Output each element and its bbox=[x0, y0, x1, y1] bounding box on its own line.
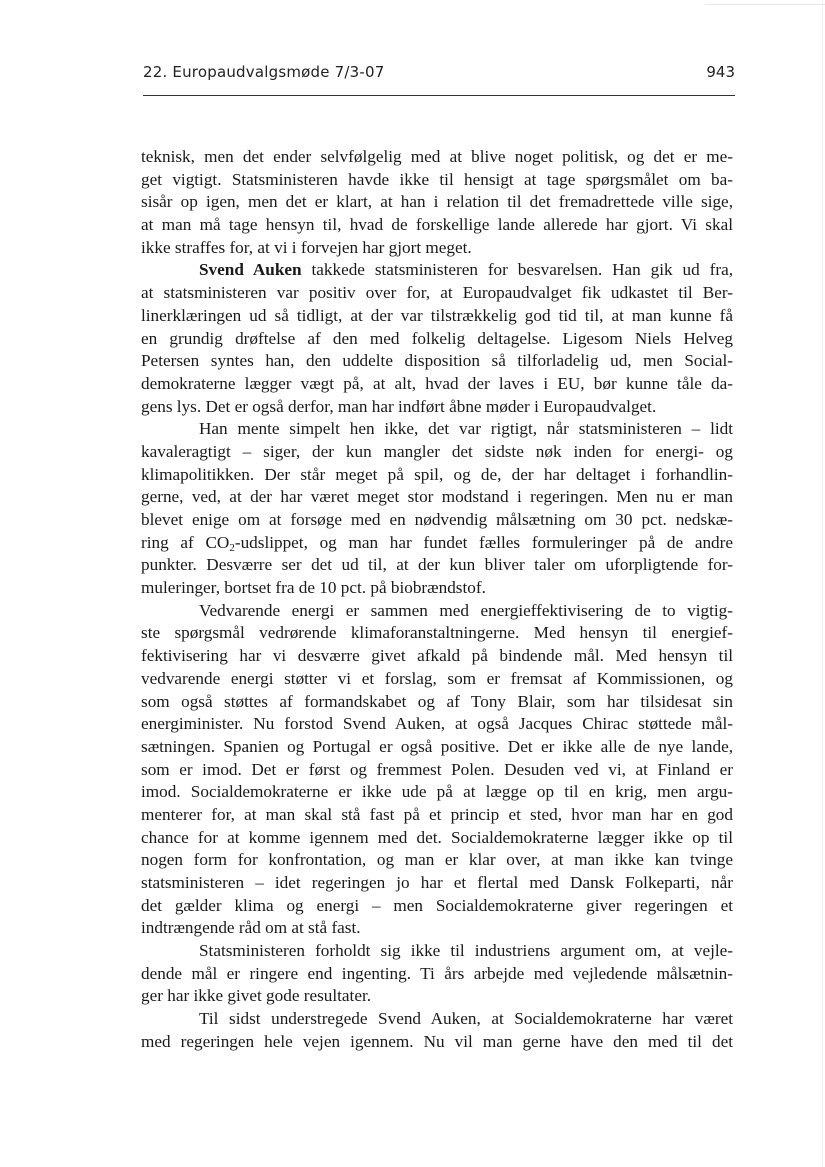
text-line: sætningen. Spanien og Portugal er også positive. Det er ikke alle de nye lande, bbox=[141, 736, 733, 756]
text-line bbox=[141, 532, 733, 555]
page-header bbox=[143, 63, 735, 93]
text-line: en grundig drøftelse af den med folkelig deltagelse. Ligesom Niels Helveg bbox=[141, 328, 733, 348]
text-line: vedvarende energi støtter vi et forslag, som er fremsat af Kommissionen, og bbox=[141, 668, 733, 688]
running-header-title: 22. Europaudvalgsmøde 7/3-07 bbox=[143, 63, 385, 81]
text-line: statsministeren – idet regeringen jo har et flertal med Dansk Folkeparti, når bbox=[141, 873, 733, 892]
text-line: med regeringen hele vejen igennem. Nu vil man gerne have den med til det bbox=[141, 1031, 733, 1051]
text-line: linerklæringen ud så tidligt, at der var tilstrækkelig god tid til, at man kunne få bbox=[141, 305, 733, 325]
text-line: indtrængende råd om at stå fast. bbox=[141, 918, 361, 938]
text-line: menterer for, at man skal stå fast på et princip et sted, hvor man har en god bbox=[141, 804, 733, 824]
text-line: imod. Socialdemokraterne er ikke ude på at lægge op til en krig, men argu- bbox=[141, 782, 733, 802]
header-rule bbox=[143, 95, 735, 96]
scan-top-line bbox=[705, 4, 825, 5]
text-line: Petersen syntes han, den uddelte disposition så tilforladelig ud, men Social- bbox=[141, 351, 733, 371]
text-line: fektivisering har vi desværre givet afkald på bindende mål. Med hensyn til bbox=[141, 646, 733, 666]
text-line: punkter. Desværre ser det ud til, at der kun bliver taler om uforpligtende for- bbox=[141, 555, 733, 575]
text-line: ikke straffes for, at vi i forvejen har gjort meget. bbox=[141, 237, 472, 257]
text-line: Til sidst understregede Svend Auken, at Socialdemokraterne har været bbox=[199, 1009, 733, 1029]
text-line: chance for at komme igennem med det. Socialdemokraterne lægger ikke op til bbox=[141, 827, 733, 847]
text-line: sisår op igen, men det er klart, at han i relation til det fremadrettede ville sige, bbox=[141, 192, 733, 212]
text-line: energiminister. Nu forstod Svend Auken, at også Jacques Chirac støttede mål- bbox=[141, 714, 733, 734]
text-line: teknisk, men det ender selvfølgelig med at blive noget politisk, og det er me- bbox=[141, 147, 733, 166]
subscript: 2 bbox=[229, 541, 235, 554]
text-line: blevet enige om at forsøge med en nødvendig målsætning om 30 pct. nedskæ- bbox=[141, 510, 733, 529]
text-line: som er imod. Det er først og fremmest Polen. Desuden ved vi, at Finland er bbox=[141, 759, 733, 779]
page-number: 943 bbox=[706, 63, 735, 81]
text-line: get vigtigt. Statsministeren havde ikke til hensigt at tage spørgsmålet om ba- bbox=[141, 169, 733, 189]
text-line: ger har ikke givet gode resultater. bbox=[141, 986, 372, 1006]
text-line: muleringer, bortset fra de 10 pct. på biobrændstof. bbox=[141, 578, 486, 598]
text-fragment: takkede statsministeren for besvarelsen. Han gik ud fra, bbox=[301, 260, 734, 280]
text-line: gens lys. Det er også derfor, man har indført åbne møder i Europaudvalget. bbox=[141, 396, 657, 416]
text-fragment: ring af CO bbox=[141, 532, 230, 552]
scan-edge-line bbox=[822, 0, 823, 1167]
text-line: gerne, ved, at der har været meget stor modstand i regeringen. Men nu er man bbox=[141, 487, 733, 507]
text-line: det gælder klima og energi – men Socialdemokraterne giver regeringen et bbox=[141, 895, 733, 915]
text-line: Statsministeren forholdt sig ikke til industriens argument om, at vejle- bbox=[199, 941, 733, 961]
speaker-name: Svend Auken bbox=[199, 260, 302, 280]
text-line: dende mål er ringere end ingenting. Ti års arbejde med vejledende målsætnin- bbox=[141, 963, 733, 983]
text-line: kavaleragtigt – siger, der kun mangler det sidste nøk inden for energi- og bbox=[141, 441, 733, 461]
text-line: som også støttes af formandskabet og af Tony Blair, som har tilsidesat sin bbox=[141, 691, 733, 711]
text-line: at man må tage hensyn til, hvad de forskellige lande allerede har gjort. Vi skal bbox=[141, 215, 733, 235]
text-line: nogen form for konfrontation, og man er klar over, at man ikke kan tvinge bbox=[141, 850, 733, 870]
text-line: demokraterne lægger vægt på, at alt, hvad der laves i EU, bør kunne tåle da- bbox=[141, 373, 733, 393]
text-line: Vedvarende energi er sammen med energieffektivisering de to vigtig- bbox=[199, 600, 733, 620]
text-line: klimapolitikken. Der står meget på spil, og de, der har deltaget i forhandlin- bbox=[141, 464, 733, 484]
text-fragment: -udslippet, og man har fundet fælles formuleringer på de andre bbox=[234, 532, 733, 552]
text-line: ste spørgsmål vedrørende klimaforanstaltningerne. Med hensyn til energief- bbox=[141, 623, 733, 643]
body-text bbox=[141, 146, 733, 1054]
text-line: Han mente simpelt hen ikke, det var rigtigt, når statsministeren – lidt bbox=[199, 419, 733, 439]
text-line: at statsministeren var positiv over for, at Europaudvalget fik udkastet til Ber- bbox=[141, 283, 733, 303]
text-line bbox=[141, 259, 733, 282]
